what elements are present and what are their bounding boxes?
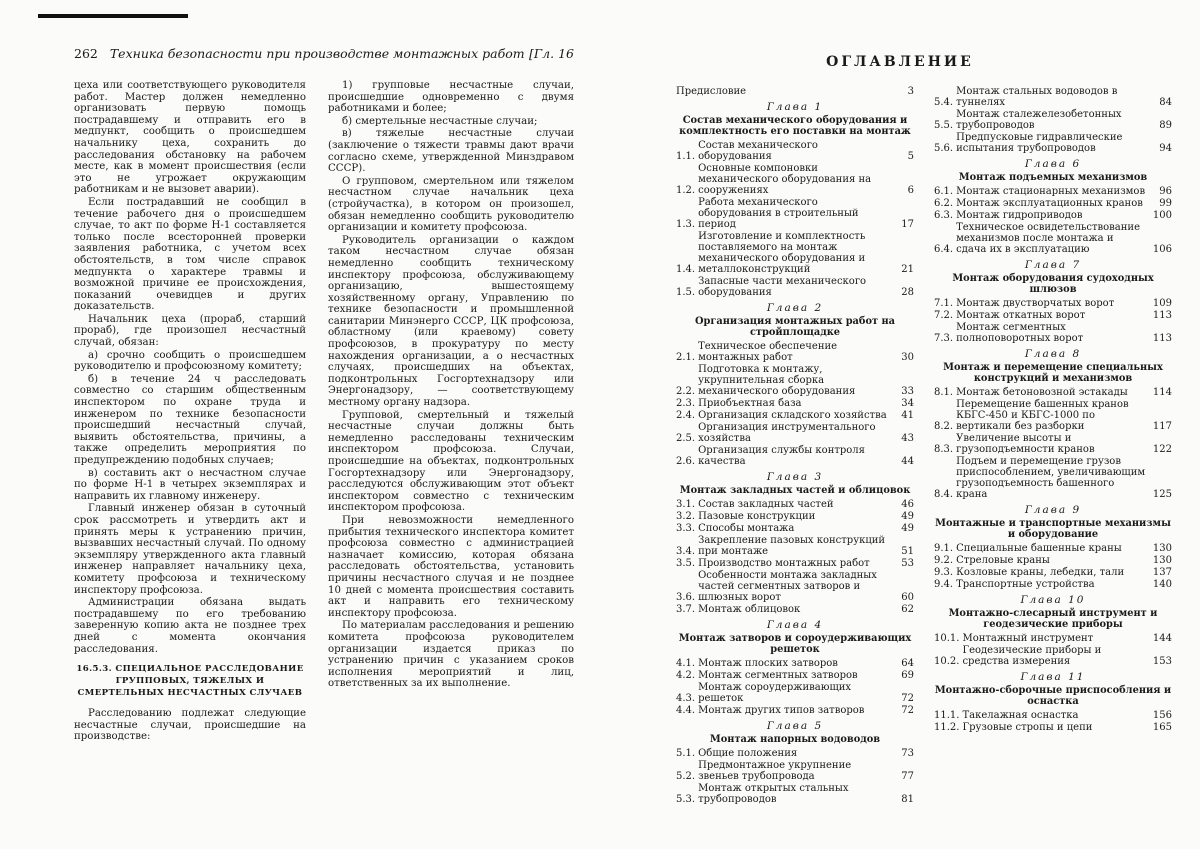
toc-entry-number: 6.4. <box>934 244 954 255</box>
toc-entry-number: 1.1. <box>676 151 696 162</box>
toc-chapter-label: Глава 8 <box>1024 348 1082 360</box>
text-column-right <box>328 80 574 691</box>
toc-entry[interactable] <box>934 722 1172 733</box>
toc-chapter-title: Монтаж подъемных механизмов <box>958 172 1148 183</box>
toc-column-right <box>934 86 1172 734</box>
toc-chapter-title: Монтаж закладных частей и облицовок <box>679 485 911 496</box>
toc-entry-page: 130 <box>1152 543 1172 554</box>
toc-entry[interactable] <box>676 86 914 97</box>
toc-entry-page: 109 <box>1152 298 1172 309</box>
paragraph: О групповом, смертельном или тяжелом несчастном случае начальник цеха (стройучастка), в котором он произошел, обязан немедленно сообщить руководителю организации и комитету профсоюза. <box>328 175 574 234</box>
toc-entry[interactable] <box>676 140 914 162</box>
toc-entry-number: 11.2. <box>934 722 960 733</box>
toc-entry[interactable] <box>934 387 1172 398</box>
toc-entry[interactable] <box>676 231 914 275</box>
toc-entry[interactable] <box>676 535 914 557</box>
toc-entry-number: 7.1. <box>934 298 954 309</box>
toc-entry-title: Организация складского хозяйства <box>698 410 887 421</box>
paragraph: Групповой, смертельный и тяжелый несчастные случаи должны быть немедленно расследованы техническим инспектором профсоюза. Случаи, происшедшие на объектах, подконтрольных Госгортехнадзору или Энергонадзору, расследуются обслуживающим этот объект инспектором совместно с техническим инспектором профсоюза. <box>328 409 574 514</box>
toc-entry-number: 1.3. <box>676 219 696 230</box>
toc-entry-page: 73 <box>901 748 914 759</box>
toc-entry-title: Геодезические приборы и средства измерения <box>962 645 1102 667</box>
toc-entry[interactable] <box>934 399 1172 432</box>
paragraph: Начальник цеха (прораб, старший прораб), где произошел несчастный случай, обязан: <box>74 313 306 349</box>
section-title: 16.5.3. СПЕЦИАЛЬНОЕ РАССЛЕДОВАНИЕ ГРУППОВЫХ, ТЯЖЕЛЫХ И СМЕРТЕЛЬНЫХ НЕСЧАСТНЫХ СЛУЧАЕВ <box>76 664 304 699</box>
toc-entry-page: 51 <box>901 546 914 557</box>
toc-entry-number: 3.1. <box>676 499 696 510</box>
toc-entry-title: Работа механического оборудования в строительный период <box>698 197 859 230</box>
toc-entry-title: Монтаж эксплуатационных кранов <box>956 198 1143 209</box>
paragraph: Расследованию подлежат следующие несчастные случаи, происшедшие на производстве: <box>74 708 306 743</box>
toc-entry-page: 49 <box>901 523 914 534</box>
toc-entry-number: 3.3. <box>676 523 696 534</box>
running-title: Техника безопасности при производстве монтажных работ <box>109 46 525 61</box>
toc-chapter-label: Глава 5 <box>766 720 824 732</box>
toc-entry[interactable] <box>934 645 1172 667</box>
toc-entry-title: Такелажная оснастка <box>962 710 1079 721</box>
toc-entry-number: 9.2. <box>934 555 954 566</box>
toc-entry[interactable] <box>934 555 1172 566</box>
toc-title: ОГЛАВЛЕНИЕ <box>826 54 974 70</box>
toc-entry[interactable] <box>934 222 1172 255</box>
toc-entry-number: 4.1. <box>676 658 696 669</box>
toc-entry-page: 60 <box>901 592 914 603</box>
toc-chapter-label: Глава 1 <box>766 101 824 113</box>
toc-chapter-label: Глава 9 <box>1024 504 1082 516</box>
toc-entry-number: 9.4. <box>934 579 954 590</box>
toc-chapter-title: Монтаж затворов и сороудерживающих решеток <box>678 633 912 655</box>
toc-entry-title: Перемещение башенных кранов КБГС-450 и КБГС-1000 по вертикали без разборки <box>956 399 1129 432</box>
toc-entry-page: 49 <box>901 511 914 522</box>
toc-entry-number: 7.2. <box>934 310 954 321</box>
toc-entry-title: Монтаж сегментных затворов <box>698 670 858 681</box>
toc-entry[interactable] <box>676 682 914 704</box>
toc-entry-page: 81 <box>901 794 914 805</box>
toc-entry[interactable] <box>934 433 1172 455</box>
toc-entry-number: 4.4. <box>676 705 696 716</box>
toc-chapter-label: Глава 3 <box>766 471 824 483</box>
toc-entry-number: 2.4. <box>676 410 696 421</box>
toc-entry[interactable] <box>676 398 914 409</box>
toc-entry-number: 4.2. <box>676 670 696 681</box>
toc-entry-page: 106 <box>1152 244 1172 255</box>
toc-entry-number: 9.3. <box>934 567 954 578</box>
toc-entry-title: Подъем и перемещение грузов приспособлением, увеличивающим грузоподъемность башенного крана <box>956 456 1146 500</box>
toc-entry-number: 10.2. <box>934 656 960 667</box>
toc-entry-title: Монтаж сороудерживающих решеток <box>698 682 852 704</box>
toc-entry-title: Техническое обеспечение монтажных работ <box>698 341 838 363</box>
toc-chapter-title: Монтаж и перемещение специальных конструкций и механизмов <box>943 362 1163 384</box>
toc-entry-title: Увеличение высоты и грузоподъемности кранов <box>956 433 1095 455</box>
toc-entry-number: 6.1. <box>934 186 954 197</box>
toc-entry[interactable] <box>934 567 1172 578</box>
paragraph: Если пострадавший не сообщил в течение рабочего дня о происшедшем случае, то акт по форме Н-1 составляется только после всесторонней проверки заявления работника, с учетом всех обстоятельств, в том числе справок медпункта о характере травмы и возможной причине ее происхождения, показаний очевидцев и других доказательств. <box>74 196 306 313</box>
toc-entry-page: 100 <box>1152 210 1172 221</box>
text-column-left <box>74 80 306 744</box>
toc-entry[interactable] <box>676 445 914 467</box>
toc-entry-page: 46 <box>901 499 914 510</box>
toc-entry-title: Специальные башенные краны <box>956 543 1122 554</box>
toc-entry-page: 41 <box>901 410 914 421</box>
toc-chapter-label: Глава 11 <box>1020 671 1086 683</box>
toc-chapter-title: Состав механического оборудования и комплектность его поставки на монтаж <box>679 115 911 137</box>
toc-entry-title: Транспортные устройства <box>956 579 1095 590</box>
toc-entry[interactable] <box>934 109 1172 131</box>
toc-entry-title: Монтаж стальных водоводов в туннелях <box>956 86 1118 108</box>
toc-entry[interactable] <box>676 197 914 230</box>
toc-chapter-title: Организация монтажных работ на стройплощадке <box>695 316 895 338</box>
toc-chapter-label: Глава 7 <box>1024 259 1082 271</box>
toc-entry-number: 8.3. <box>934 444 954 455</box>
toc-column-left <box>676 86 914 806</box>
toc-entry-number: 9.1. <box>934 543 954 554</box>
paragraph: Администрации обязана выдать пострадавшему по его требованию заверенную копию акта не позднее трех дней с момента окончания расследования. <box>74 597 306 655</box>
toc-entry-number: 4.3. <box>676 693 696 704</box>
toc-entry[interactable] <box>934 210 1172 221</box>
toc-entry-title: Изготовление и комплектность поставляемого на монтаж механического оборудования и металлоконструкций <box>698 231 866 275</box>
toc-chapter-title: Монтаж оборудования судоходных шлюзов <box>952 273 1154 295</box>
toc-entry-number: 8.1. <box>934 387 954 398</box>
toc-entry[interactable] <box>934 86 1172 108</box>
toc-entry-page: 165 <box>1152 722 1172 733</box>
toc-entry-page: 113 <box>1152 333 1172 344</box>
toc-entry-page: 89 <box>1159 120 1172 131</box>
toc-entry-page: 144 <box>1152 633 1172 644</box>
top-rule <box>38 14 188 18</box>
paragraph: б) в течение 24 ч расследовать совместно со старшим общественным инспектором по охране труда и инженером по технике безопасности происшедший несчастный случай, выявить обстоятельства, причины, а также определить мероприятия по предупреждению подобных случаев; <box>74 373 306 466</box>
toc-chapter-title: Монтажные и транспортные механизмы и оборудование <box>935 518 1171 540</box>
toc-entry[interactable] <box>934 186 1172 197</box>
toc-entry[interactable] <box>934 310 1172 321</box>
toc-entry[interactable] <box>676 276 914 298</box>
toc-entry-title: Основные компоновки механического оборудования на сооружениях <box>698 163 872 196</box>
toc-entry[interactable] <box>676 364 914 397</box>
toc-chapter-label: Глава 2 <box>766 302 824 314</box>
toc-entry[interactable] <box>676 341 914 363</box>
toc-entry[interactable] <box>676 604 914 615</box>
toc-chapter-title: Монтажно-сборочные приспособления и оснастка <box>934 685 1172 707</box>
toc-entry-page: 156 <box>1152 710 1172 721</box>
toc-entry-number: 2.5. <box>676 433 696 444</box>
toc-entry-page: 125 <box>1152 489 1172 500</box>
toc-entry-title: Организация службы контроля качества <box>698 445 865 467</box>
toc-entry-number: 5.5. <box>934 120 954 131</box>
toc-entry-number: 1.2. <box>676 185 696 196</box>
toc-entry-number: 7.3. <box>934 333 954 344</box>
toc-entry-page: 72 <box>901 705 914 716</box>
toc-entry-number: 2.2. <box>676 386 696 397</box>
toc-entry-number: 1.4. <box>676 264 696 275</box>
toc-entry-number: 2.1. <box>676 352 696 363</box>
toc-entry-page: 72 <box>901 693 914 704</box>
toc-entry[interactable] <box>676 748 914 759</box>
toc-entry[interactable] <box>934 710 1172 721</box>
toc-entry[interactable] <box>676 670 914 681</box>
toc-entry-title: Предпусковые гидравлические испытания трубопроводов <box>956 132 1123 154</box>
toc-entry-number: 5.4. <box>934 97 954 108</box>
toc-entry-title: Монтаж плоских затворов <box>698 658 838 669</box>
toc-entry-page: 6 <box>907 185 914 196</box>
toc-entry[interactable] <box>676 499 914 510</box>
toc-entry-number: 2.3. <box>676 398 696 409</box>
toc-chapter-label: Глава 10 <box>1020 594 1086 606</box>
toc-entry-number: 1.5. <box>676 287 696 298</box>
toc-entry-number: 3.2. <box>676 511 696 522</box>
toc-entry-title: Закрепление пазовых конструкций при монтаже <box>698 535 886 557</box>
toc-entry[interactable] <box>676 570 914 603</box>
toc-entry-page: 3 <box>907 86 914 97</box>
toc-entry-page: 44 <box>901 456 914 467</box>
toc-entry-page: 28 <box>901 287 914 298</box>
toc-entry-page: 96 <box>1159 186 1172 197</box>
toc-entry-page: 117 <box>1152 421 1172 432</box>
toc-entry-title: Грузовые стропы и цепи <box>962 722 1093 733</box>
toc-entry-title: Общие положения <box>698 748 798 759</box>
toc-entry-number: 5.3. <box>676 794 696 805</box>
paragraph: цеха или соответствующего руководителя работ. Мастер должен немедленно организовать первую помощь пострадавшему и отправить его в медпункт, сообщить о происшедшем начальнику цеха, сохранить до расследования обстановку на рабочем месте, как в момент происшествия (если это не угрожает окружающим работникам и не вызовет аварии). <box>74 80 306 196</box>
toc-entry-title: Монтаж гидроприводов <box>956 210 1083 221</box>
toc-chapter-label: Глава 6 <box>1024 158 1082 170</box>
toc-entry-page: 122 <box>1152 444 1172 455</box>
toc-entry-number: 6.3. <box>934 210 954 221</box>
toc-entry-page: 21 <box>901 264 914 275</box>
toc-entry-title: Монтаж сегментных полноповоротных ворот <box>956 322 1084 344</box>
toc-entry-number: 3.5. <box>676 558 696 569</box>
page-number: 262 <box>74 46 98 61</box>
toc-entry-page: 153 <box>1152 656 1172 667</box>
toc-entry-page: 130 <box>1152 555 1172 566</box>
toc-entry[interactable] <box>934 633 1172 644</box>
toc-entry-page: 33 <box>901 386 914 397</box>
toc-entry-page: 34 <box>901 398 914 409</box>
paragraph: б) смертельные несчастные случаи; <box>342 115 538 127</box>
toc-entry-page: 114 <box>1152 387 1172 398</box>
chapter-ref: [Гл. 16 <box>529 46 574 61</box>
paragraph: По материалам расследования и решению комитета профсоюза руководителем организации издается приказ по устранению причин с указанием сроков исполнения мероприятий и лиц, ответственных за их выполнение. <box>328 620 574 690</box>
toc-entry-number: 3.4. <box>676 546 696 557</box>
toc-entry[interactable] <box>676 783 914 805</box>
toc-entry-title: Монтажный инструмент <box>962 633 1094 644</box>
toc-entry[interactable] <box>676 523 914 534</box>
toc-entry-page: 53 <box>901 558 914 569</box>
toc-entry-title: Предмонтажное укрупнение звеньев трубопровода <box>698 760 852 782</box>
toc-entry-page: 43 <box>901 433 914 444</box>
toc-entry-number: 10.1. <box>934 633 960 644</box>
toc-entry-number: 3.6. <box>676 592 696 603</box>
toc-entry-number: 6.2. <box>934 198 954 209</box>
toc-entry-title: Монтаж облицовок <box>698 604 801 615</box>
toc-entry-number: 8.4. <box>934 489 954 500</box>
toc-entry[interactable] <box>676 410 914 421</box>
toc-entry-title: Монтаж откатных ворот <box>956 310 1086 321</box>
running-head <box>74 46 574 61</box>
toc-entry[interactable] <box>934 543 1172 554</box>
toc-entry-number: 2.6. <box>676 456 696 467</box>
paragraph: в) составить акт о несчастном случае по форме Н-1 в четырех экземплярах и направить их главному инженеру. <box>74 467 306 502</box>
toc-entry-title: Козловые краны, лебедки, тали <box>956 567 1125 578</box>
paragraph: а) срочно сообщить о происшедшем руководителю и профсоюзному комитету; <box>74 349 306 373</box>
toc-entry-page: 62 <box>901 604 914 615</box>
toc-entry-page: 94 <box>1159 143 1172 154</box>
toc-entry-number: 5.6. <box>934 143 954 154</box>
paragraph: 1) групповые несчастные случаи, происшедшие одновременно с двумя работниками и более; <box>328 80 574 115</box>
toc-entry[interactable] <box>676 705 914 716</box>
toc-chapter-title: Монтаж напорных водоводов <box>709 734 881 745</box>
toc-entry-number: 5.2. <box>676 771 696 782</box>
toc-entry-title: Техническое освидетельствование механизмов после монтажа и сдача их в эксплуатацию <box>956 222 1141 255</box>
toc-entry-title: Организация инструментального хозяйства <box>698 422 876 444</box>
toc-entry-number: 11.1. <box>934 710 960 721</box>
toc-entry[interactable] <box>676 658 914 669</box>
toc-entry-number: 3.7. <box>676 604 696 615</box>
toc-entry[interactable] <box>934 322 1172 344</box>
toc-entry-title: Предисловие <box>676 86 747 97</box>
toc-entry-page: 77 <box>901 771 914 782</box>
toc-entry-page: 69 <box>901 670 914 681</box>
toc-entry-number: 5.1. <box>676 748 696 759</box>
toc-entry[interactable] <box>676 163 914 196</box>
toc-entry-page: 99 <box>1159 198 1172 209</box>
toc-entry-title: Монтаж бетоновозной эстакады <box>956 387 1128 398</box>
toc-entry-title: Запасные части механического оборудования <box>698 276 867 298</box>
toc-entry-title: Производство монтажных работ <box>698 558 870 569</box>
toc-entry[interactable] <box>934 132 1172 154</box>
toc-entry-title: Монтаж сталежелезобетонных трубопроводов <box>956 109 1122 131</box>
toc-entry-page: 140 <box>1152 579 1172 590</box>
toc-chapter-label: Глава 4 <box>766 619 824 631</box>
toc-entry-title: Состав закладных частей <box>698 499 834 510</box>
toc-entry-title: Монтаж двустворчатых ворот <box>956 298 1115 309</box>
toc-entry[interactable] <box>676 760 914 782</box>
toc-entry-page: 17 <box>901 219 914 230</box>
toc-chapter-title: Монтажно-слесарный инструмент и геодезические приборы <box>948 608 1158 630</box>
toc-entry-number: 8.2. <box>934 421 954 432</box>
toc-entry-title: Приобъектная база <box>698 398 802 409</box>
toc-entry-title: Монтаж открытых стальных трубопроводов <box>698 783 849 805</box>
toc-entry-page: 84 <box>1159 97 1172 108</box>
toc-entry-page: 30 <box>901 352 914 363</box>
toc-entry-page: 64 <box>901 658 914 669</box>
toc-entry[interactable] <box>934 298 1172 309</box>
toc-entry[interactable] <box>676 422 914 444</box>
toc-entry-page: 5 <box>907 151 914 162</box>
toc-entry-title: Пазовые конструкции <box>698 511 816 522</box>
toc-entry[interactable] <box>676 511 914 522</box>
toc-entry-title: Монтаж стационарных механизмов <box>956 186 1146 197</box>
toc-entry-title: Монтаж других типов затворов <box>698 705 865 716</box>
toc-entry-title: Состав механического оборудования <box>698 140 818 162</box>
toc-entry-title: Подготовка к монтажу, укрупнительная сборка механического оборудования <box>698 364 856 397</box>
paragraph: При невозможности немедленного прибытия технического инспектора комитет профсоюза совместно с администрацией назначает комиссию, которая обязана расследовать обстоятельства, установить причины несчастного случая и не позднее 10 дней с момента происшествия составить акт и направить его техническому инспектору профсоюза. <box>328 514 574 619</box>
toc-entry[interactable] <box>934 198 1172 209</box>
toc-entry[interactable] <box>934 456 1172 500</box>
toc-entry-page: 137 <box>1152 567 1172 578</box>
toc-entry[interactable] <box>934 579 1172 590</box>
toc-entry-title: Способы монтажа <box>698 523 795 534</box>
toc-entry[interactable] <box>676 558 914 569</box>
toc-entry-page: 113 <box>1152 310 1172 321</box>
paragraph: Руководитель организации о каждом таком несчастном случае обязан немедленно сообщить техническому инспектору профсоюза, обслуживающему организацию, вышестоящему хозяйственному органу, Управлению по технике безопасности и промышленной санитарии Минэнерго СССР, ЦК профсоюза, областному (или краевому) совету профсоюзов, в прокуратуру по месту нахождения организации, а о несчастных случаях, происшедших на объектах, подконтрольных Госгортехнадзору или Энергонадзору, — соответствующему местному органу надзора. <box>328 234 574 409</box>
paragraph: Главный инженер обязан в суточный срок рассмотреть и утвердить акт и принять меры к устранению причин, вызвавших несчастный случай. По одному экземпляру утвержденного акта главный инженер направляет начальнику цеха, комитету профсоюза и техническому инспектору профсоюза. <box>74 503 306 596</box>
paragraph: в) тяжелые несчастные случаи (заключение о тяжести травмы дают врачи согласно схеме, утвержденной Минздравом СССР). <box>328 128 574 175</box>
toc-entry-title: Особенности монтажа закладных частей сегментных затворов и шлюзных ворот <box>698 570 877 603</box>
toc-entry-title: Стреловые краны <box>956 555 1050 566</box>
